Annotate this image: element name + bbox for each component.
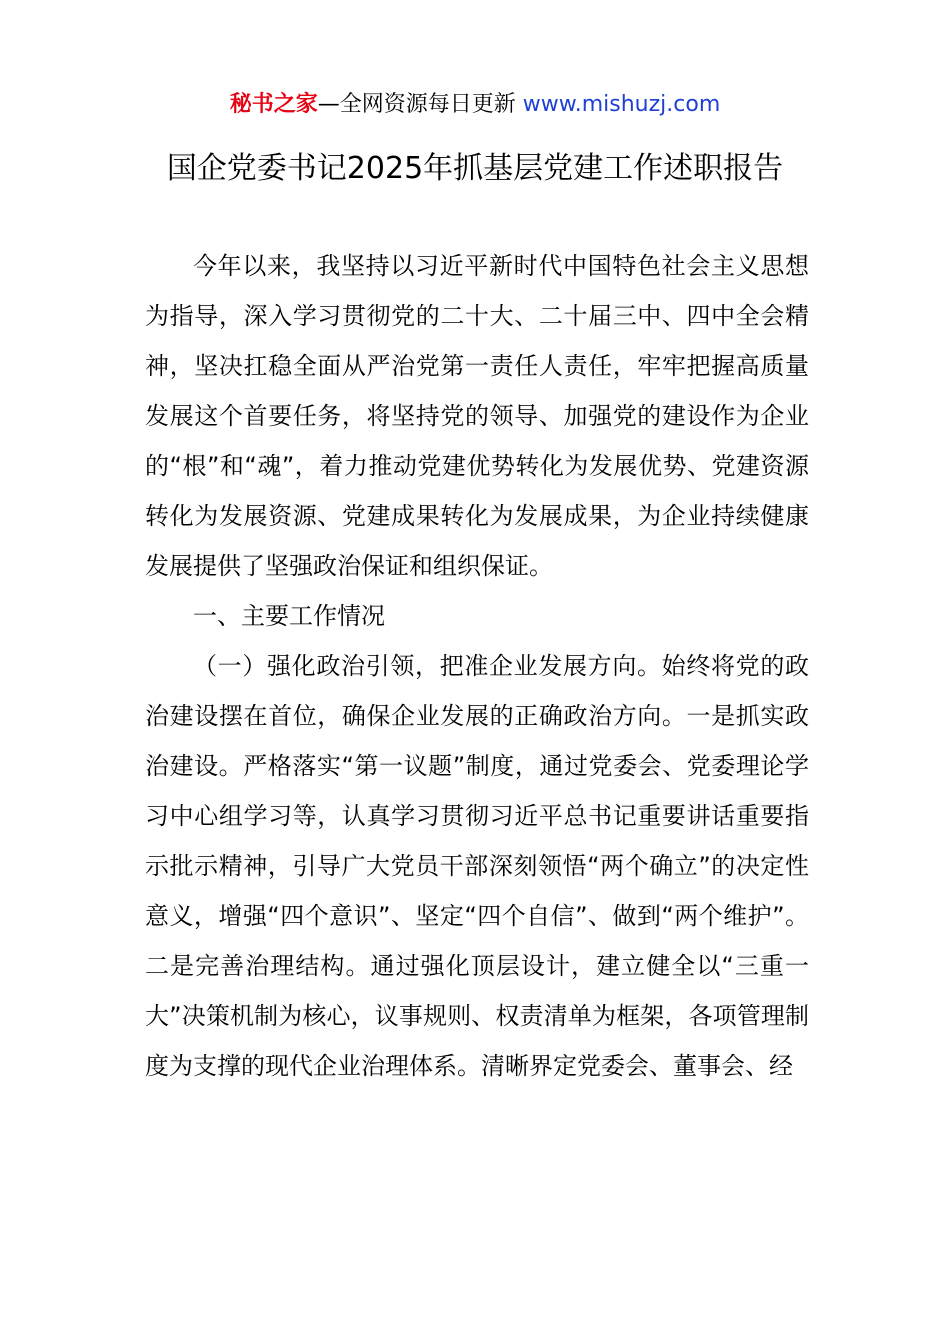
document-title: 国企党委书记2025年抓基层党建工作述职报告 [166,151,784,186]
document-body [145,241,809,1091]
site-url-link[interactable]: www.mishuzj.com [522,92,721,117]
section-heading: 一、主要工作情况 [193,602,385,630]
site-header [0,88,950,122]
paragraph-intro: 今年以来，我坚持以习近平新时代中国特色社会主义思想为指导，深入学习贯彻党的二十大、二十届三中、四中全会精神，坚决扛稳全面从严治党第一责任人责任，牢牢把握高质量发展这个首要任务，将坚持党的领导、加强党的建设作为企业的“根”和“魂”，着力推动党建优势转化为发展优势、党建资源转化为发展资源、党建成果转化为发展成果，为企业持续健康发展提供了坚强政治保证和组织保证。 [145,252,809,580]
site-tagline: —全网资源每日更新 [317,92,516,117]
paragraph-section-1: （一）强化政治引领，把准企业发展方向。始终将党的政治建设摆在首位，确保企业发展的正确政治方向。一是抓实政治建设。严格落实“第一议题”制度，通过党委会、党委理论学习中心组学习等，认真学习贯彻习近平总书记重要讲话重要指示批示精神，引导广大党员干部深刻领悟“两个确立”的决定性意义，增强“四个意识”、坚定“四个自信”、做到“两个维护”。二是完善治理结构。通过强化顶层设计，建立健全以“三重一大”决策机制为核心，议事规则、权责清单为框架，各项管理制度为支撑的现代企业治理体系。清晰界定党委会、董事会、经 [145,652,809,1080]
site-brand: 秘书之家 [229,92,318,117]
